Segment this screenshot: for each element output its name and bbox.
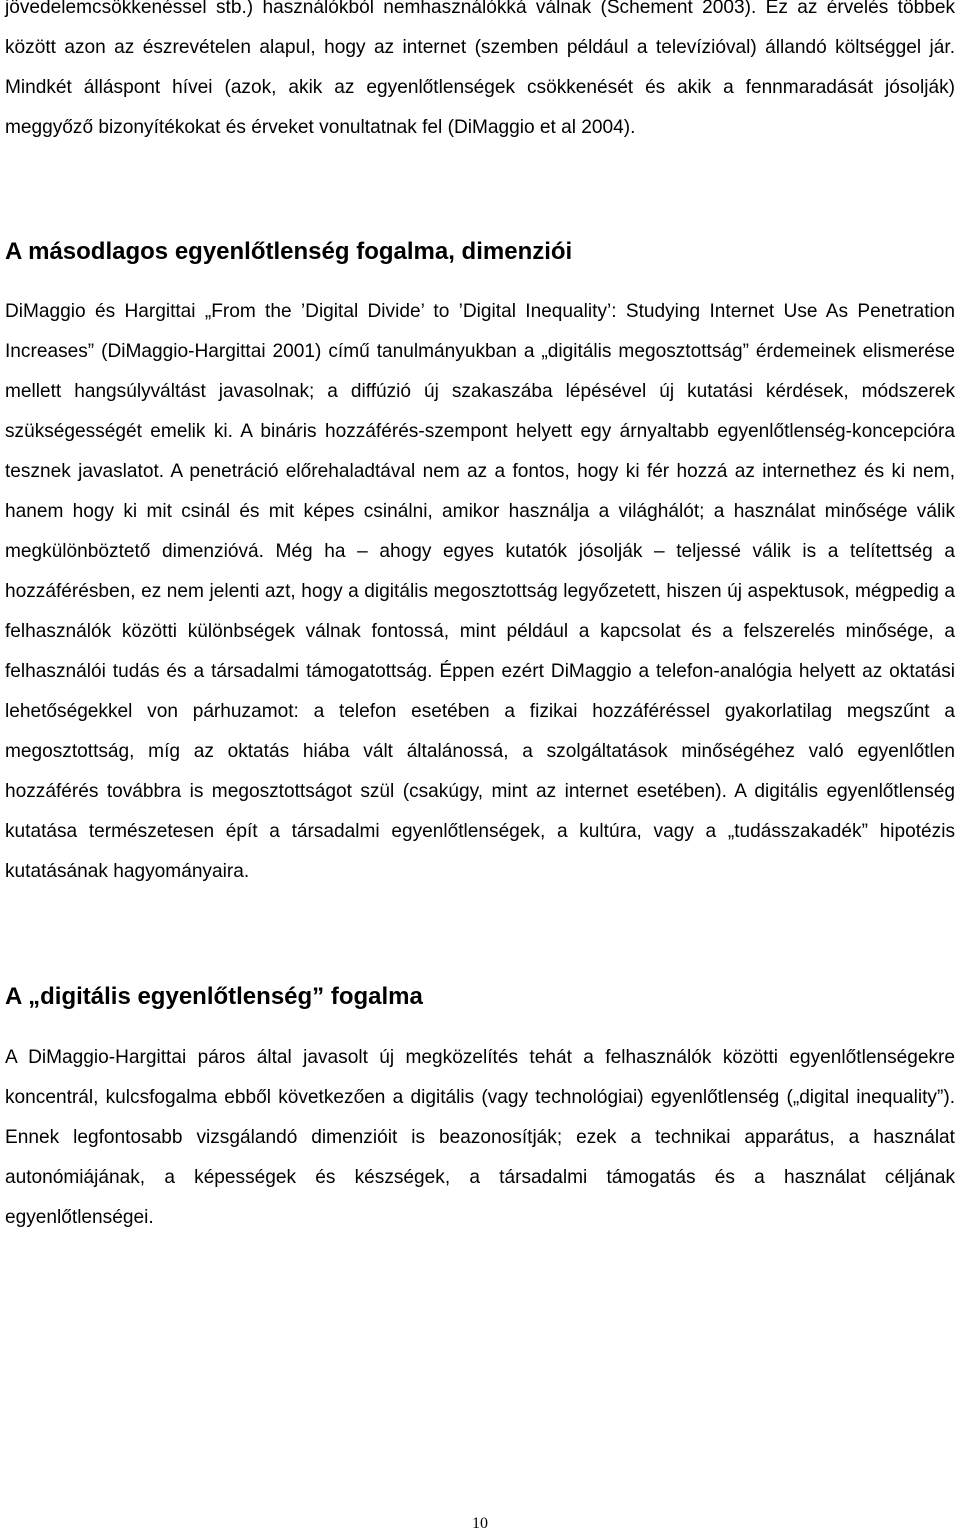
section-heading-digital-inequality: A „digitális egyenlőtlenség” fogalma: [5, 983, 423, 1010]
digital-inequality-paragraph: A DiMaggio-Hargittai páros által javasolt új megközelítés tehát a felhasználók közötti egyenlőtlenségekre koncentrál, kulcsfogalma ebből következően a digitális (vagy technológiai) egyenlőtlenség („digital inequality”). Ennek legfontosabb vizsgálandó dimenzióit is beazonosítják; ezek a technikai apparátus, a használat autonómiájának, a képességek és készségek, a társadalmi támogatás és a használat céljának egyenlőtlenségei.: [5, 1047, 955, 1228]
secondary-inequality-paragraph: DiMaggio és Hargittai „From the ’Digital Divide’ to ’Digital Inequality’: Studying Internet Use As Penetration Increases” (DiMaggio-Hargittai 2001) című tanulmányukban a „digitális megosztottság” érdemeinek elismerése mellett hangsúlyváltást javasolnak; a diffúzió új szakaszába lépésével új kutatási kérdések, módszerek szükségességét emelik ki. A bináris hozzáférés-szempont helyett egy árnyaltabb egyenlőtlenség-koncepcióra tesznek javaslatot. A penetráció előrehaladtával nem az a fontos, hogy ki fér hozzá az internethez és ki nem, hanem hogy ki mit csinál és mit képes csinálni, amikor használja a világhálót; a használat minősége válik megkülönböztető dimenzióvá. Még ha – ahogy egyes kutatók jósolják – teljessé válik is a telítettség a hozzáférésben, ez nem jelenti azt, hogy a digitális megosztottság legyőzetett, hiszen új aspektusok, mégpedig a felhasználók közötti különbségek válnak fontossá, mint például a kapcsolat és a felszerelés minősége, a felhasználói tudás és a társadalmi támogatottság. Éppen ezért DiMaggio a telefon-analógia helyett az oktatási lehetőségekkel von párhuzamot: a telefon esetében a fizikai hozzáféréssel gyakorlatilag megszűnt a megosztottság, míg az oktatás hiába vált általánossá, a szolgáltatások minőségéhez való egyenlőtlen hozzáférés továbbra is megosztottságot szül (csakúgy, mint az internet esetében). A digitális egyenlőtlenség kutatása természetesen épít a társadalmi egyenlőtlenségek, a kultúra, vagy a „tudásszakadék” hipotézis kutatásának hagyományaira.: [5, 301, 955, 882]
document-page: [5, 0, 955, 1238]
page-number: 10: [472, 1515, 488, 1532]
section-heading-secondary-inequality: A másodlagos egyenlőtlenség fogalma, dimenziói: [5, 238, 573, 265]
intro-paragraph: jövedelemcsökkenéssel stb.) használókból nemhasználókká válnak (Schement 2003). Ez az érvelés többek között azon az észrevételen alapul, hogy az internet (szemben például a televízióval) állandó költséggel jár. Mindkét álláspont hívei (azok, akik az egyenlőtlenségek csökkenését és akik a fennmaradását jósolják) meggyőző bizonyítékokat és érveket vonultatnak fel (DiMaggio et al 2004).: [5, 0, 955, 138]
